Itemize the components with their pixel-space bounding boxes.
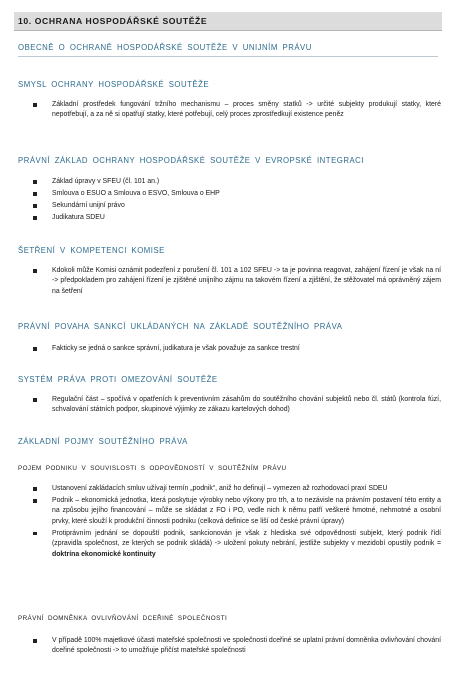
list-item: Sekundární unijní právo	[33, 201, 441, 211]
list-item: Kdokoli může Komisi oznámit podezření z porušení čl. 101 a 102 SFEU -> ta je povinna reagovat, zahájení řízení je však na ní -> předpokladem pro zahájení řízení je zjištěné unijního zájmu na takovém řízení a zjištění, že stěžovatel má oprávněný zájem na šetření	[33, 266, 441, 297]
heading-obecne: OBECNĚ O OCHRANĚ HOSPODÁŘSKÉ SOUTĚŽE V UNIJNÍM PRÁVU	[18, 43, 438, 57]
subheading-domnenka: PRÁVNÍ DOMNĚNKA OVLIVŇOVÁNÍ DCEŘINÉ SPOLEČNOSTI	[18, 615, 228, 622]
bullet-icon	[33, 204, 37, 208]
bullet-icon	[33, 398, 37, 402]
list-item: Ustanovení zakládacích smluv užívají termín „podnik“, aniž ho definují – vymezen až rozhodovací praxí SDEU	[33, 484, 441, 494]
bullet-icon	[33, 103, 37, 107]
bullet-icon	[33, 639, 37, 643]
chapter-title: 10. OCHRANA HOSPODÁŘSKÉ SOUTĚŽE	[14, 12, 442, 31]
bullet-icon	[33, 347, 37, 351]
bullet-icon	[33, 180, 37, 184]
list-item: Základ úpravy v SFEU (čl. 101 an.)	[33, 177, 441, 187]
heading-system: SYSTÉM PRÁVA PROTI OMEZOVÁNÍ SOUTĚŽE	[18, 375, 218, 384]
list-povaha	[33, 344, 441, 354]
doctrine-term: doktrína ekonomické kontinuity	[52, 550, 156, 558]
heading-pojmy: ZÁKLADNÍ POJMY SOUTĚŽNÍHO PRÁVA	[18, 437, 188, 446]
bullet-icon	[33, 532, 37, 536]
list-pojem	[33, 484, 441, 560]
bullet-icon	[33, 192, 37, 196]
list-setreni	[33, 266, 441, 297]
bullet-icon	[33, 487, 37, 491]
heading-smysl: SMYSL OCHRANY HOSPODÁŘSKÉ SOUTĚŽE	[18, 80, 210, 89]
bullet-icon	[33, 269, 37, 273]
heading-pravni-zaklad: PRÁVNÍ ZÁKLAD OCHRANY HOSPODÁŘSKÉ SOUTĚŽE V EVROPSKÉ INTEGRACI	[18, 156, 364, 165]
list-item: Regulační část – spočívá v opatřeních k preventivním zásahům do soutěžního chování subjektů nebo čl. států (kontrola fúzí, schvalování státních podpor, skupinové výjimky ze zákazu kartelových dohod)	[33, 395, 441, 416]
list-smysl	[33, 100, 441, 121]
list-zaklad	[33, 177, 441, 223]
list-item: Smlouva o ESUO a Smlouva o ESVO, Smlouva o EHP	[33, 189, 441, 199]
list-item: V případě 100% majetkové účasti mateřské společnosti ve společnosti dceřiné se uplatní právní domněnka ovlivňování chování dceřiné společnosti -> to umožňuje přičíst mateřské společnosti	[33, 636, 441, 657]
list-domnenka	[33, 636, 441, 657]
heading-setreni: ŠETŘENÍ V KOMPETENCI KOMISE	[18, 246, 165, 255]
list-system	[33, 395, 441, 416]
heading-povaha: PRÁVNÍ POVAHA SANKCÍ UKLÁDANÝCH NA ZÁKLADĚ SOUTĚŽNÍHO PRÁVA	[18, 322, 343, 331]
subheading-pojem-podniku: POJEM PODNIKU V SOUVISLOSTI S ODPOVĚDNOSTÍ V SOUTĚŽNÍM PRÁVU	[18, 465, 287, 472]
list-item: Fakticky se jedná o sankce správní, judikatura je však považuje za sankce trestní	[33, 344, 441, 354]
list-item: Protiprávním jednání se dopouští podnik, sankcionován je však z hlediska své odpovědnosti subjekt, který podnik řídí (zpravidla společnost, ze kterých se podnik skládá) -> uložení pokuty nebrání, jestliže subjekty v mezidobí opustily podnik = doktrína ekonomické kontinuity	[33, 529, 441, 560]
list-item: Základní prostředek fungování tržního mechanismu – proces směny statků -> určité subjekty produkují statky, které nepotřebují, a za ně si opatřují statky, které potřebují, celý proces zprostředkují existence peněz	[33, 100, 441, 121]
bullet-icon	[33, 216, 37, 220]
list-item: Podnik – ekonomická jednotka, která poskytuje výrobky nebo výkony pro trh, a to nezávisle na právním postavení této entity a na způsobu jejího financování – může se skládat z FO i PO, vedle nich k němu patří veškeré hmotné, nehmotné a osobní prvky, které slouží k produkční činnosti podniku (celková definice se liší od české právní úpravy)	[33, 496, 441, 527]
list-item: Judikatura SDEU	[33, 213, 441, 223]
bullet-icon	[33, 499, 37, 503]
